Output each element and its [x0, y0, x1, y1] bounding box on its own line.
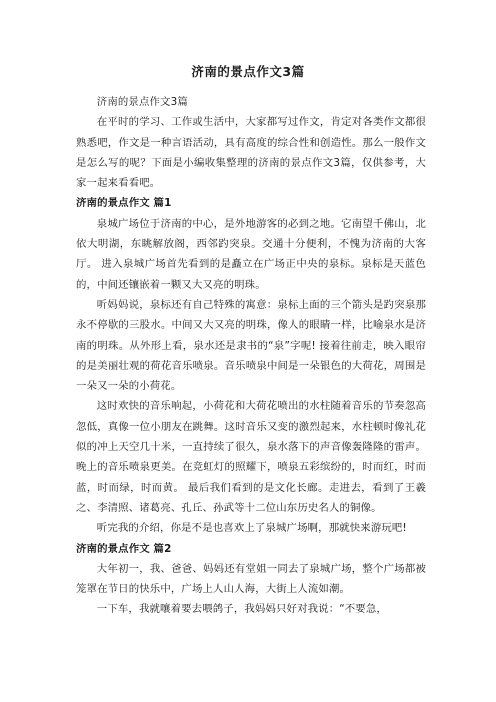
section-heading-1: 济南的景点作文 篇1: [76, 197, 172, 210]
document-subtitle: 济南的景点作文3篇: [96, 96, 188, 108]
section-2-paragraph-2: 一下车，我就嚷着要去喂鸽子，我妈妈只好对我说：“不要急，: [96, 603, 387, 616]
section-1-paragraph-2: 听妈妈说，泉标还有自己特殊的寓意：泉标上面的三个箭头是趵突泉那永不停歇的三股水。中间又大又亮的明珠，像人的眼睛一样，比喻泉水是济南的明珠。从外形上看，泉水还是隶书的“泉”字呢! 接着往前走，映入眼帘的是美丽壮观的荷花音乐喷泉。音乐喷泉中间是一朵银色的大荷花，周围是一朵又一朵的小荷花。: [76, 298, 426, 393]
document-body: [76, 92, 426, 620]
section-1-paragraph-1: 泉城广场位于济南的中心，是外地游客的必到之地。它南望千佛山，北依大明湖，东眺解放阁，西邻趵突泉。交通十分便利，不愧为济南的大客厅。 进入泉城广场首先看到的是矗立在广场正中央的泉标。泉标是天蓝色的，中间还镶嵌着一颗又大又亮的明珠。: [76, 217, 426, 291]
section-heading-2: 济南的景点作文 篇2: [76, 542, 172, 555]
section-2-paragraph-1: 大年初一，我、爸爸、妈妈还有堂姐一同去了泉城广场，整个广场都被笼罩在节日的快乐中，广场上人山人海，大街上人流如潮。: [76, 562, 426, 596]
section-1-paragraph-4: 听完我的介绍，你是不是也喜欢上了泉城广场啊，那就快来游玩吧!: [96, 522, 407, 535]
section-1-paragraph-3: 这时欢快的音乐响起，小荷花和大荷花喷出的水柱随着音乐的节奏忽高忽低，真像一位小朋友在跳舞。这时音乐又变的激烈起来，水柱顿时像礼花似的冲上天空几十米，一直持续了很久，泉水落下的声音像轰隆隆的雷声。晚上的音乐喷泉更美。在竞虹灯的照耀下，喷泉五彩缤纷的，时而红，时而蓝，时而绿，时而黄。 最后我们看到的是文化长廊。走进去，看到了王羲之、李清照、诸葛亮、孔丘、孙武等十二位山东历史名人的铜像。: [76, 400, 426, 514]
intro-paragraph: 在平时的学习、工作或生活中，大家都写过作文，肯定对各类作文都很熟悉吧，作文是一种言语活动，具有高度的综合性和创造性。那么一般作文是怎么写的呢？下面是小编收集整理的济南的景点作文3篇，仅供参考，大家一起来看看吧。: [76, 116, 426, 190]
document-title: 济南的景点作文3篇: [191, 64, 305, 79]
